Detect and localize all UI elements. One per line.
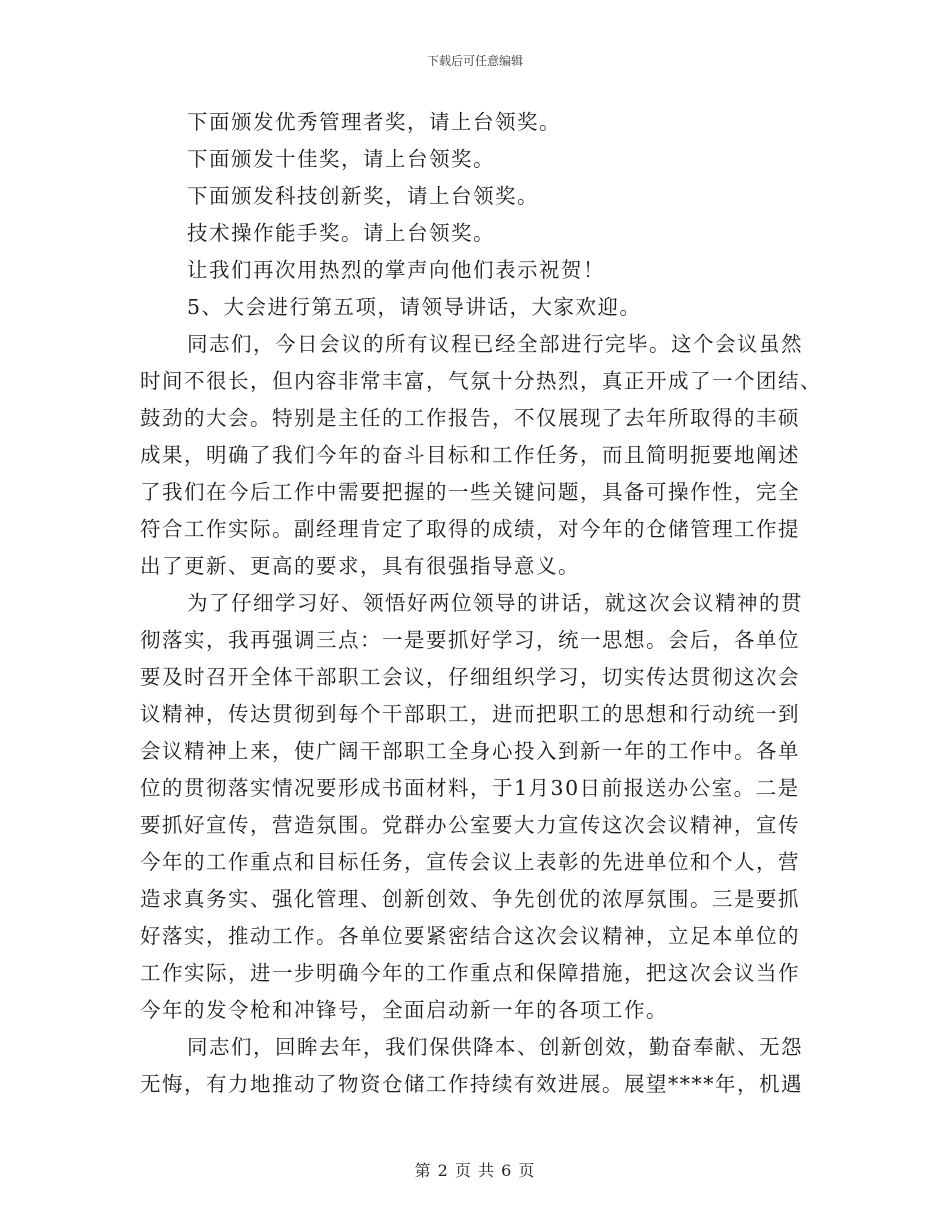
text-line: 下面颁发十佳奖，请上台领奖。: [187, 147, 495, 171]
text-line: 鼓劲的大会。特别是主任的工作报告，不仅展现了去年所取得的丰硕: [140, 406, 800, 430]
text-line: 议精神，传达贯彻到每个干部职工，进而把职工的思想和行动统一到: [140, 702, 800, 726]
text-line: 时间不很长，但内容非常丰富，气氛十分热烈，真正开成了一个团结、: [140, 369, 822, 393]
page-number: 第 2 页 共 6 页: [414, 1161, 536, 1180]
text-line: 要及时召开全体干部职工会议，仔细组织学习，切实传达贯彻这次会: [140, 665, 800, 689]
text-line: 造求真务实、强化管理、创新创效、争先创优的浓厚氛围。三是要抓: [140, 887, 800, 911]
text-line: 好落实，推动工作。各单位要紧密结合这次会议精神，立足本单位的: [140, 924, 800, 948]
text-line: 工作实际，进一步明确今年的工作重点和保障措施，把这次会议当作: [140, 961, 800, 985]
text-line: 让我们再次用热烈的掌声向他们表示祝贺！: [187, 258, 605, 282]
paragraph-start: 同志们，今日会议的所有议程已经全部进行完毕。这个会议虽然: [187, 332, 803, 356]
text-line: 会议精神上来，使广阔干部职工全身心投入到新一年的工作中。各单: [140, 739, 800, 763]
page-header: 下载后可任意编辑: [426, 54, 523, 68]
text-line: 出了更新、更高的要求，具有很强指导意义。: [140, 554, 580, 578]
text-line: 彻落实，我再强调三点：一是要抓好学习，统一思想。会后，各单位: [140, 628, 800, 652]
text-line: 5、大会进行第五项，请领导讲话，大家欢迎。: [187, 295, 642, 319]
text-line: 成果，明确了我们今年的奋斗目标和工作任务，而且简明扼要地阐述: [140, 443, 800, 467]
text-line: 无悔，有力地推动了物资仓储工作持续有效进展。展望****年，机遇: [140, 1072, 803, 1096]
text-line: 下面颁发科技创新奖，请上台领奖。: [187, 184, 539, 208]
text-line: 技术操作能手奖。请上台领奖。: [187, 221, 495, 245]
paragraph-start: 为了仔细学习好、领悟好两位领导的讲话，就这次会议精神的贯: [187, 591, 803, 615]
text-line: 今年的发令枪和冲锋号，全面启动新一年的各项工作。: [140, 998, 668, 1022]
text-line: 了我们在今后工作中需要把握的一些关键问题，具备可操作性，完全: [140, 480, 800, 504]
text-line: 下面颁发优秀管理者奖，请上台领奖。: [187, 110, 561, 134]
document-body: [140, 104, 822, 1103]
text-line: 今年的工作重点和目标任务，宣传会议上表彰的先进单位和个人，营: [140, 850, 800, 874]
paragraph-start: 同志们，回眸去年，我们保供降本、创新创效，勤奋奉献、无怨: [187, 1035, 803, 1059]
text-line: 符合工作实际。副经理肯定了取得的成绩，对今年的仓储管理工作提: [140, 517, 800, 541]
text-line: 位的贯彻落实情况要形成书面材料，于1月30日前报送办公室。二是: [140, 776, 800, 800]
text-line: 要抓好宣传，营造氛围。党群办公室要大力宣传这次会议精神，宣传: [140, 813, 800, 837]
